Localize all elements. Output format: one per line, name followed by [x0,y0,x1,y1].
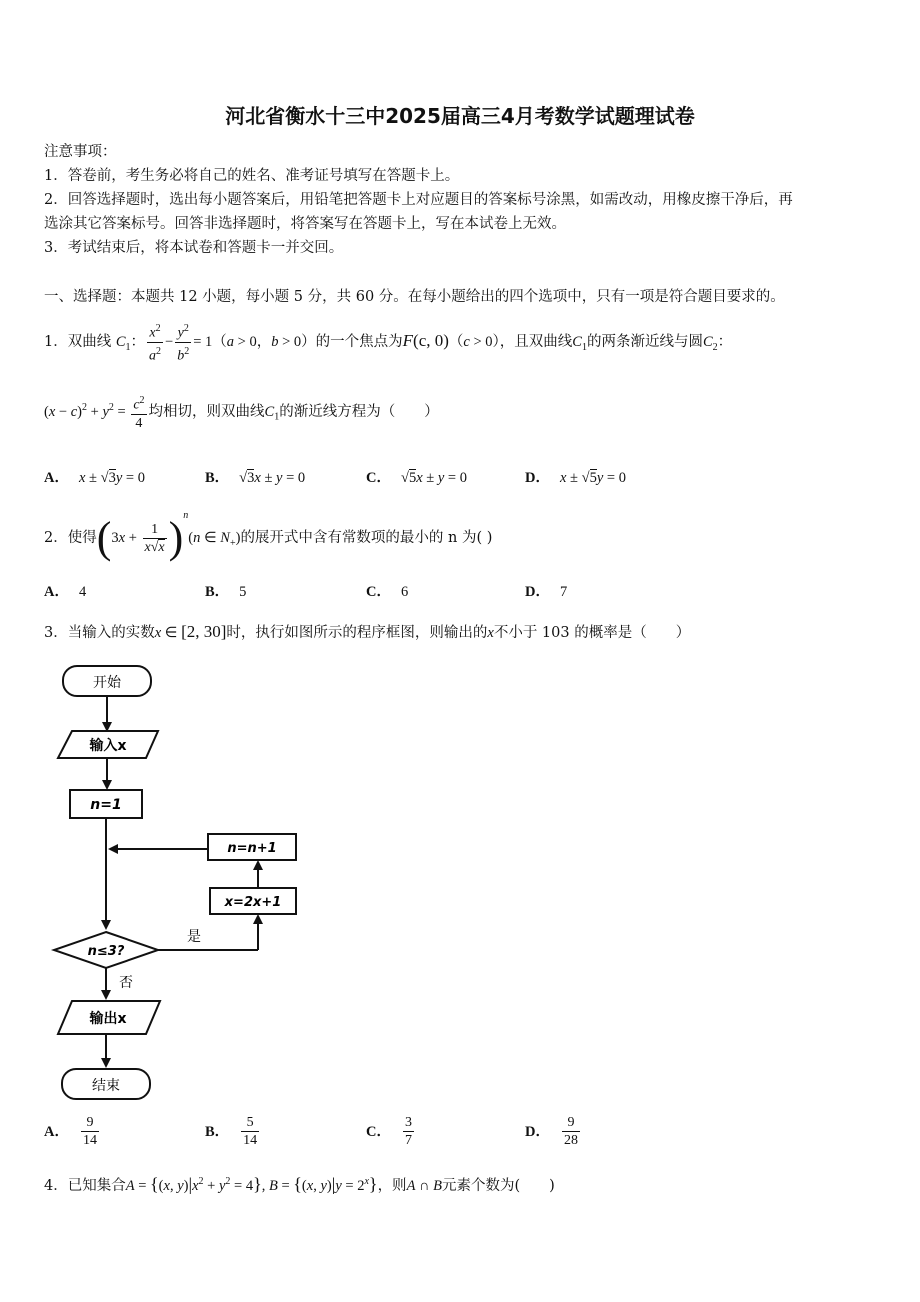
question-3-line: 3．当输入的实数x ∈ [2, 30]时，执行如图所示的程序框图，则输出的x不小于 103 的概率是（ ） [44,622,691,641]
question-1-text-a: 的一个焦点为 [315,334,403,351]
flow-input-label: 输入x [89,738,127,754]
question-1-text-c: 的两条渐近线与圆 [586,334,703,351]
question-3-number: 3．当输入的实数 [44,625,155,641]
question-2-option-a[interactable]: A． 4 [44,584,87,600]
question-1-line-1: 1．双曲线 $C_1$： $\frac{x^2}{a^2}$ − $\frac{y^2}{b^2}$ = 1（a > 0，b > 0）的一个焦点为F(c, 0)（c > 0），且双曲线$C_1$的两条渐近线与圆$C_2$： [44,320,732,364]
question-2-text: 的展开式中含有常数项的最小的 n 为( ) [240,530,493,546]
question-1-option-b[interactable]: B． √3x ± y = 0 [205,470,306,486]
flow-yes-label: 是 [187,929,201,945]
notice-heading: 注意事项： [44,144,117,160]
question-1-text-e: 的渐近线方程为（ ） [279,403,439,420]
notice-item-2b: 选涂其它答案标号。回答非选择题时，将答案写在答题卡上，写在本试卷上无效。 [44,216,566,232]
flow-end-label: 结束 [92,1078,120,1094]
question-2-option-d[interactable]: D． 7 [525,584,568,600]
question-4-text-end: 元素个数为( ) [442,1178,555,1194]
flow-no-label: 否 [119,975,133,991]
flow-increment-label: n=n+1 [227,841,277,856]
question-4-line: 4．已知集合A = {(x, $y)|x^2 + y^2 = 4$}, B = {(x, $y)|y = 2^x$}，则A ∩ B元素个数为( ) [44,1174,555,1194]
flow-update-label: x=2x+1 [224,895,282,910]
section-1-heading: 一、选择题：本题共 12 小题，每小题 5 分，共 60 分。在每小题给出的四个选项中，只有一项是符合题目要求的。 [44,289,785,305]
question-1-option-a[interactable]: A． x ± √3y = 0 [44,470,145,486]
question-1-option-c[interactable]: C． √5x ± y = 0 [366,470,467,486]
flow-condition-label: n≤3? [87,944,125,959]
question-1-text-d: 均相切，则双曲线 [148,403,265,420]
flow-output-label: 输出x [89,1011,127,1027]
question-3-option-a[interactable]: A． $\frac{9}{14}$ [44,1115,97,1148]
exam-title: 河北省衡水十三中2025届高三4月考数学试题理试卷 [225,104,695,128]
question-2-option-b[interactable]: B． 5 [205,584,247,600]
notice-item-2a: 2．回答选择题时，选出每小题答案后，用铅笔把答题卡上对应题目的答案标号涂黑，如需改动，用橡皮擦干净后，再 [44,192,793,208]
question-4-number: 4．已知集合 [44,1178,126,1194]
notice-item-3: 3．考试结束后，将本试卷和答题卡一并交回。 [44,240,344,256]
question-3-option-d[interactable]: D． $\frac{9}{28}$ [525,1115,578,1148]
question-1-option-d[interactable]: D． x ± √5y = 0 [525,470,626,486]
notice-item-1: 1．答卷前，考生务必将自己的姓名、准考证号填写在答题卡上。 [44,168,460,184]
question-1-text-b: ，且双曲线 [499,334,573,351]
question-3-option-c[interactable]: C． $\frac{3}{7}$ [366,1115,412,1148]
flow-init-label: n=1 [90,797,122,813]
question-3-text-b: 不小于 103 的概率是（ ） [493,625,691,641]
question-2-number: 2．使得 [44,530,97,546]
question-2-line: 2．使得(3x + $\frac{1}{x√x}$ )$^n$(n ∈ $N_+$)的展开式中含有常数项的最小的 n 为( ) [44,510,493,562]
flow-start-label: 开始 [93,675,121,691]
question-1-line-2: $(x - c)^2 + y^2$ = $\frac{c^2}{4}$ 均相切，则双曲线$C_1$的渐近线方程为（ ） [44,392,439,432]
question-4-text: ，则 [377,1178,407,1194]
question-3-text-a: 时，执行如图所示的程序框图，则输出的 [226,625,488,641]
question-1-number: 1．双曲线 [44,334,112,351]
question-2-option-c[interactable]: C． 6 [366,584,409,600]
question-3-option-b[interactable]: B． $\frac{5}{14}$ [205,1115,258,1148]
flowchart [40,660,320,1105]
